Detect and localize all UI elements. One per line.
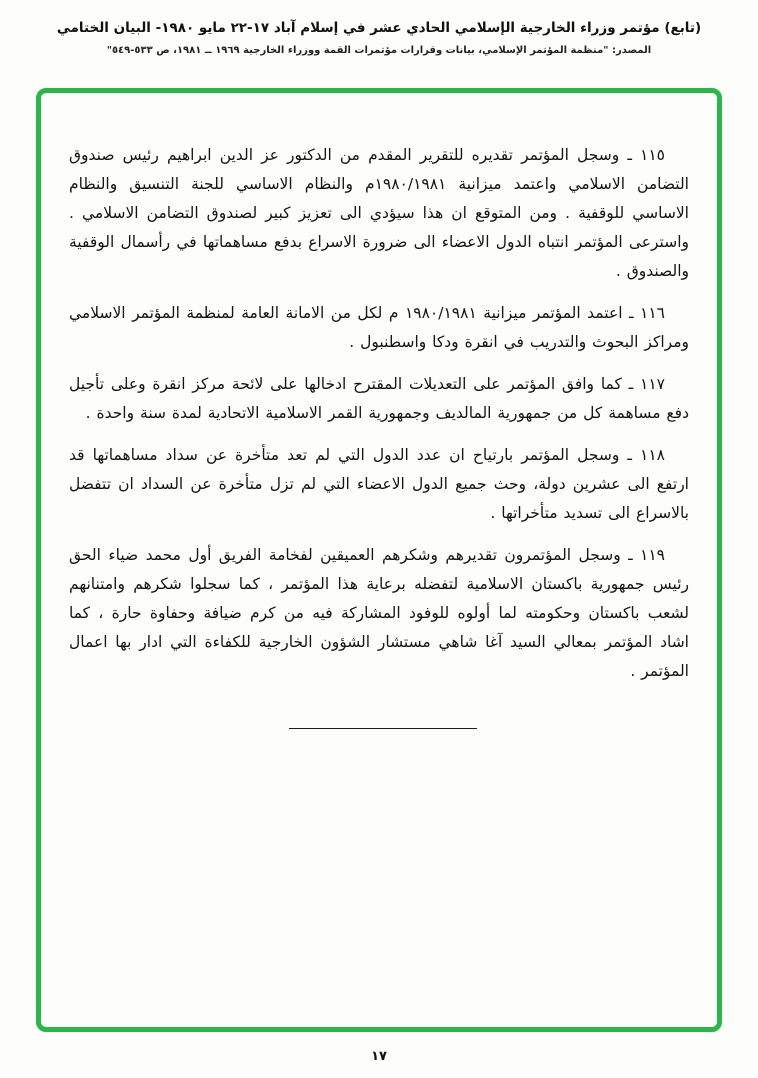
green-border-frame (36, 88, 722, 1032)
document-source-line: المصدر: "منظمة المؤتمر الإسلامي، بيانات وقرارات مؤتمرات القمة ووزراء الخارجية ١٩٦٩ ــ ١٩٨١، ص ٥٣٣-٥٤٩" (106, 45, 652, 56)
paragraph-number: ١١٨ (640, 446, 665, 464)
paragraph-separator: ـ (620, 546, 640, 564)
paragraph-118 (69, 441, 689, 528)
paragraph-text: وسجل المؤتمرون تقديرهم وشكرهم العميقين لفخامة الفريق أول محمد ضياء الحق رئيس جمهورية باكستان الاسلامية لتفضله برعاية هذا المؤتمر ، كما سجلوا شكرهم وامتنانهم لشعب باكستان وحكومته لما أولوه للوفود المشاركة فيه من كرم ضيافة وحفاوة حارة ، كما اشاد المؤتمر بمعالي السيد آغا شاهي مستشار الشؤون الخارجية للكفاءة التي ادار بها اعمال المؤتمر . (69, 546, 689, 680)
paragraph-text: كما وافق المؤتمر على التعديلات المقترح ادخالها على لائحة مركز انقرة وعلى تأجيل دفع مساهمة كل من جمهورية المالديف وجمهورية القمر الاسلامية الاتحادية لمدة سنة واحدة . (69, 375, 689, 422)
paragraph-117 (69, 370, 689, 428)
paragraph-number: ١١٧ (640, 375, 665, 393)
paragraph-text: وسجل المؤتمر بارتياح ان عدد الدول التي لم تعد متأخرة عن سداد مساهماتها قد ارتفع الى عشرين دولة، وحث جميع الدول الاعضاء التي لم تزل متأخرة عن السداد ان تتفضل بالاسراع الى تسديد متأخراتها . (69, 446, 689, 522)
paragraph-number: ١١٦ (640, 304, 665, 322)
paragraph-119 (69, 541, 689, 686)
section-divider (289, 728, 477, 729)
paragraph-text: وسجل المؤتمر تقديره للتقرير المقدم من الدكتور عز الدين ابراهيم رئيس صندوق التضامن الاسلامي واعتمد ميزانية ١٩٨٠/١٩٨١م والنظام الاساسي للجنة التنسيق والنظام الاساسي للوقفية . ومن المتوقع ان هذا سيؤدي الى تعزيز كبير لصندوق التضامن الاسلامي . واسترعى المؤتمر انتباه الدول الاعضاء الى ضرورة الاسراع بدفع مساهماتها في رأسمال الوقفية والصندوق . (69, 146, 689, 280)
paragraph-115 (69, 141, 689, 286)
page-footer (0, 1049, 758, 1064)
document-body (41, 93, 717, 729)
paragraph-separator: ـ (619, 446, 641, 464)
paragraph-number: ١١٩ (640, 546, 665, 564)
page-number: ١٧ (371, 1049, 387, 1064)
document-title: (تابع) مؤتمر وزراء الخارجية الإسلامي الحادي عشر في إسلام آباد ١٧-٢٢ مايو ١٩٨٠- البيان الختامي (56, 20, 702, 36)
paragraph-separator: ـ (622, 304, 641, 322)
paragraph-116 (69, 299, 689, 357)
paragraph-separator: ـ (619, 146, 641, 164)
paragraph-text: اعتمد المؤتمر ميزانية ١٩٨٠/١٩٨١ م لكل من الامانة العامة لمنظمة المؤتمر الاسلامي ومراكز البحوث والتدريب في انقرة ودكا واسطنبول . (69, 304, 689, 351)
document-header (0, 0, 758, 56)
paragraph-number: ١١٥ (640, 146, 665, 164)
paragraph-separator: ـ (621, 375, 641, 393)
